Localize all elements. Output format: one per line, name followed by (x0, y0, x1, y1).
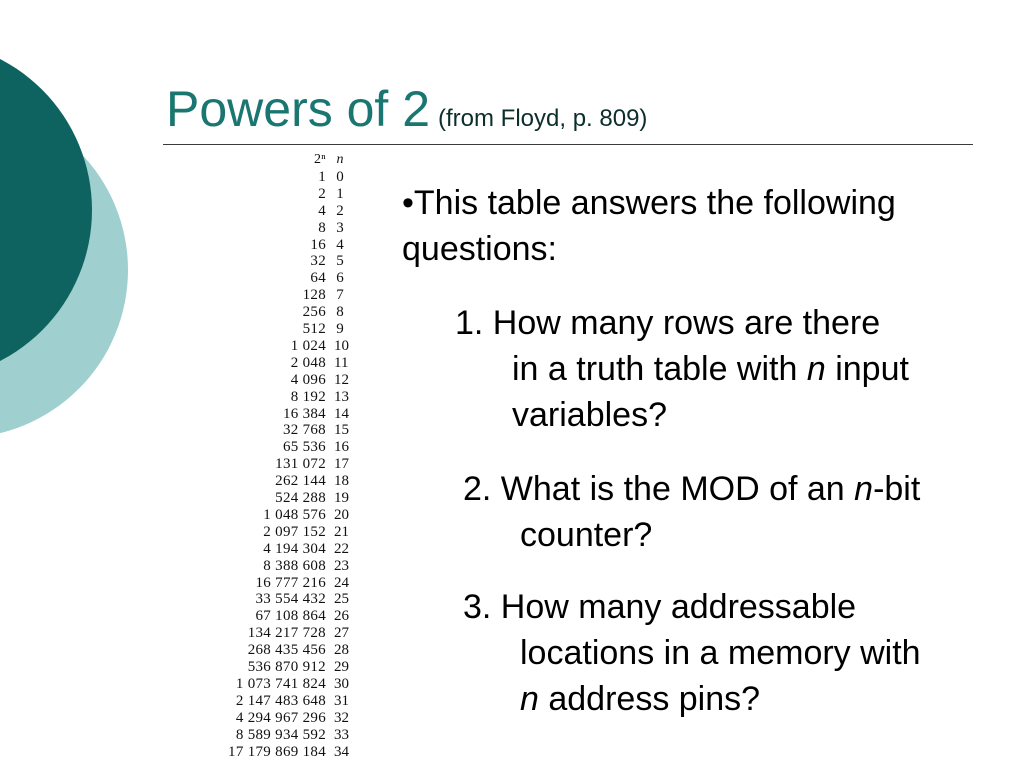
power-value: 128 (302, 287, 326, 304)
table-row (186, 220, 368, 236)
power-value: 1 024 (290, 337, 326, 354)
power-value: 268 435 456 (247, 642, 326, 659)
power-value: 1 073 741 824 (235, 675, 326, 692)
power-value: 2 (318, 185, 326, 202)
table-row (186, 608, 368, 624)
exponent-value: 14 (334, 405, 349, 422)
table-row (186, 338, 368, 354)
power-value: 134 217 728 (247, 625, 326, 642)
exponent-value: 28 (334, 642, 349, 659)
decorative-circles (0, 0, 140, 470)
table-row (186, 693, 368, 709)
exponent-value: 3 (336, 219, 344, 236)
exponent-value: 7 (336, 287, 344, 304)
exponent-value: 25 (334, 591, 349, 608)
power-value: 33 554 432 (255, 591, 326, 608)
table-row (186, 406, 368, 422)
table-row (186, 169, 368, 185)
power-value: 4 294 967 296 (235, 709, 326, 726)
power-value: 65 536 (282, 439, 326, 456)
power-value: 4 194 304 (263, 540, 326, 557)
table-row (186, 558, 368, 574)
slide-title (166, 80, 647, 138)
question-3-line1: 3. How many addressable (463, 588, 857, 626)
exponent-value: 13 (334, 388, 349, 405)
power-value: 64 (310, 270, 326, 287)
table-row (186, 575, 368, 591)
exponent-value: 5 (336, 253, 344, 270)
table-row (186, 355, 368, 371)
power-value: 524 288 (275, 490, 326, 506)
question-1-cont: in a truth table with n input variables? (512, 350, 909, 434)
table-row (186, 744, 368, 760)
exponent-value: 30 (334, 675, 349, 692)
table-row (186, 591, 368, 607)
power-value: 16 (310, 236, 326, 253)
power-value: 17 179 869 184 (228, 743, 326, 760)
power-value: 4 (318, 202, 326, 219)
exponent-value: 29 (334, 659, 349, 675)
powers-of-two-table (186, 152, 368, 764)
exponent-value: 18 (334, 473, 349, 490)
question-3-line2: locations in a memory with (520, 634, 921, 672)
power-value: 2 048 (290, 354, 326, 371)
power-value: 32 (310, 253, 326, 270)
power-value: 8 388 608 (263, 557, 326, 574)
power-value: 67 108 864 (255, 608, 326, 625)
exponent-value: 15 (334, 422, 349, 439)
power-value: 16 777 216 (255, 574, 326, 591)
table-row (186, 727, 368, 743)
exponent-value: 23 (334, 557, 349, 574)
exponent-value: 8 (336, 304, 344, 321)
question-2: 2. What is the MOD of an n-bit counter? (463, 470, 921, 554)
exponent-value: 17 (334, 456, 349, 473)
table-row (186, 203, 368, 219)
exponent-value: 32 (334, 709, 349, 726)
exponent-value: 4 (336, 236, 344, 253)
table-row (186, 270, 368, 286)
exponent-value: 16 (334, 439, 349, 456)
table-row (186, 676, 368, 692)
exponent-value: 19 (334, 490, 349, 506)
power-value: 32 768 (282, 422, 326, 439)
exponent-value: 1 (336, 185, 344, 202)
exponent-value: 24 (334, 574, 349, 591)
power-value: 16 384 (282, 405, 326, 422)
exponent-value: 21 (334, 523, 349, 540)
header-power: 2ⁿ (313, 152, 326, 167)
intro-bullet: •This table answers the following questions: (402, 184, 896, 268)
exponent-value: 26 (334, 608, 349, 625)
table-row (186, 186, 368, 202)
power-value: 1 (318, 168, 326, 185)
power-value: 1 048 576 (263, 506, 326, 523)
power-value: 8 (318, 219, 326, 236)
power-value: 4 096 (290, 371, 326, 388)
question-1 (455, 300, 995, 438)
table-row (186, 321, 368, 337)
table-row (186, 304, 368, 320)
power-value: 8 589 934 592 (235, 726, 326, 743)
header-n: n (336, 152, 344, 167)
title-subtitle: (from Floyd, p. 809) (438, 105, 648, 132)
exponent-value: 20 (334, 506, 349, 523)
exponent-value: 12 (334, 371, 349, 388)
table-row (186, 625, 368, 641)
power-value: 8 192 (290, 388, 326, 405)
table-row (186, 253, 368, 269)
table-row (186, 456, 368, 472)
exponent-value: 34 (334, 743, 349, 760)
table-row (186, 541, 368, 557)
exponent-value: 27 (334, 625, 349, 642)
exponent-value: 33 (334, 726, 349, 743)
exponent-value: 6 (336, 270, 344, 287)
question-3 (463, 584, 1003, 722)
power-value: 256 (302, 304, 326, 321)
power-value: 512 (302, 321, 326, 337)
table-row (186, 524, 368, 540)
table-row (186, 473, 368, 489)
table-row (186, 372, 368, 388)
table-row (186, 710, 368, 726)
exponent-value: 0 (336, 168, 344, 185)
power-value: 2 147 483 648 (235, 692, 326, 709)
exponent-value: 10 (334, 337, 349, 354)
power-value: 262 144 (275, 473, 326, 490)
table-header (186, 152, 368, 168)
title-main: Powers of 2 (166, 81, 431, 137)
exponent-value: 2 (336, 202, 344, 219)
table-row (186, 422, 368, 438)
table-row (186, 389, 368, 405)
exponent-value: 11 (334, 354, 349, 371)
table-row (186, 490, 368, 506)
exponent-value: 9 (336, 321, 344, 337)
question-3-line3: n address pins? (520, 680, 761, 718)
question-1-line1: 1. How many rows are there (455, 304, 881, 342)
table-row (186, 287, 368, 303)
power-value: 131 072 (275, 456, 326, 473)
exponent-value: 31 (334, 692, 349, 709)
title-divider (163, 144, 973, 145)
table-row (186, 439, 368, 455)
table-row (186, 237, 368, 253)
table-row (186, 507, 368, 523)
exponent-value: 22 (334, 540, 349, 557)
table-row (186, 659, 368, 675)
table-row (186, 642, 368, 658)
power-value: 2 097 152 (263, 523, 326, 540)
power-value: 536 870 912 (247, 659, 326, 675)
